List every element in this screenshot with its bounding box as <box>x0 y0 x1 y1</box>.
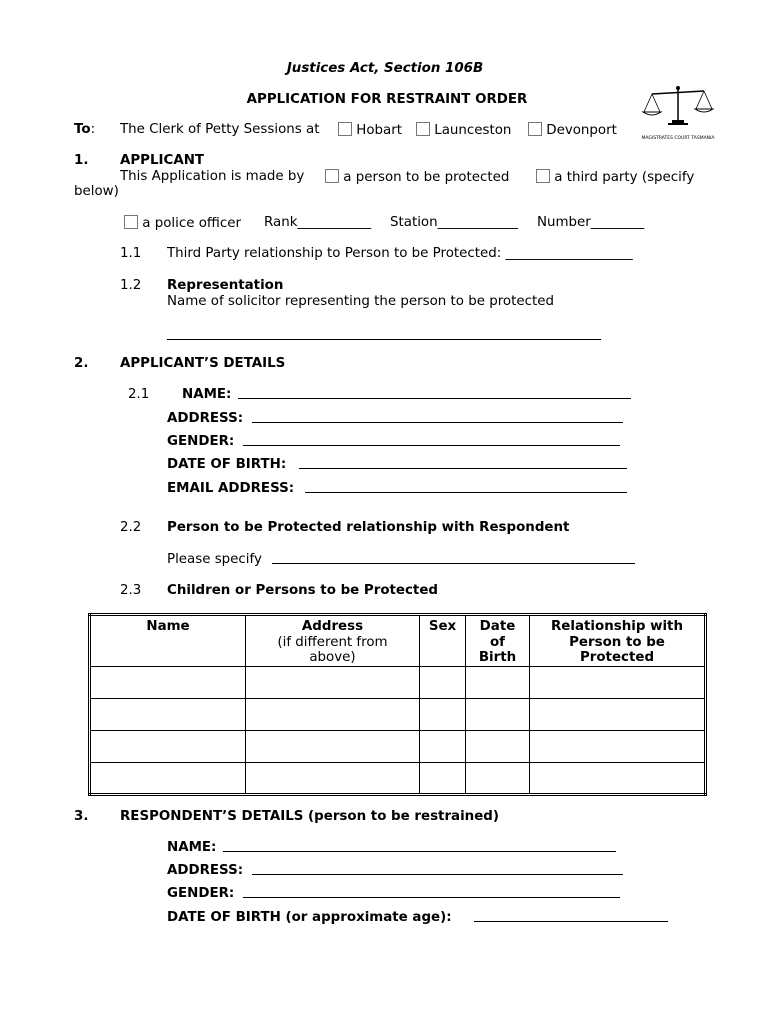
table-cell[interactable] <box>246 666 420 698</box>
police-number-field[interactable]: Number________ <box>537 215 645 230</box>
to-label: To <box>74 122 91 137</box>
devonport-checkbox[interactable] <box>528 122 542 136</box>
option-third-party[interactable] <box>536 169 694 185</box>
hobart-checkbox[interactable] <box>338 122 352 136</box>
option-person-protected[interactable] <box>325 169 509 185</box>
table-cell[interactable] <box>420 730 466 762</box>
section-1-1-number: 1.1 <box>120 246 142 261</box>
section-2-number: 2. <box>74 356 89 371</box>
table-cell[interactable] <box>246 762 420 794</box>
application-made-by: This Application is made by <box>120 169 305 184</box>
respondent-dob-label: DATE OF BIRTH (or approximate age): <box>167 910 452 925</box>
table-cell[interactable] <box>90 698 246 730</box>
form-title: APPLICATION FOR RESTRAINT ORDER <box>246 92 528 107</box>
table-header-row <box>90 615 706 667</box>
section-3-title: RESPONDENT’S DETAILS (person to be restrained) <box>120 809 499 824</box>
col-relationship-header: Relationship with Person to be Protected <box>530 615 706 667</box>
relationship-with-respondent-title: Person to be Protected relationship with Respondent <box>167 520 570 535</box>
applicant-address-label: ADDRESS: <box>167 411 244 426</box>
third-party-checkbox[interactable] <box>536 169 550 183</box>
launceston-label: Launceston <box>434 123 512 138</box>
table-cell[interactable] <box>420 698 466 730</box>
solicitor-name-line[interactable] <box>167 328 601 340</box>
table-cell[interactable] <box>90 666 246 698</box>
applicant-email-label: EMAIL ADDRESS: <box>167 481 295 496</box>
solicitor-prompt: Name of solicitor representing the person to be protected <box>167 294 554 309</box>
scales-of-justice-icon <box>640 84 716 132</box>
person-protected-label: a person to be protected <box>343 170 510 185</box>
respondent-name-label: NAME: <box>167 840 217 855</box>
to-row <box>74 122 95 137</box>
table-row <box>90 730 706 762</box>
police-station-field[interactable]: Station____________ <box>390 215 518 230</box>
hobart-label: Hobart <box>356 123 402 138</box>
table-cell[interactable] <box>530 698 706 730</box>
section-1-number: 1. <box>74 153 89 168</box>
third-party-below: below) <box>74 184 119 199</box>
police-officer-label: a police officer <box>142 216 241 231</box>
applicant-dob-label: DATE OF BIRTH: <box>167 457 287 472</box>
table-row <box>90 698 706 730</box>
devonport-label: Devonport <box>546 123 617 138</box>
table-cell[interactable] <box>466 666 530 698</box>
section-3-number: 3. <box>74 809 89 824</box>
respondent-address-line[interactable] <box>252 863 623 875</box>
table-cell[interactable] <box>530 730 706 762</box>
respondent-name-line[interactable] <box>223 840 616 852</box>
col-address-title: Address <box>301 619 364 634</box>
to-colon: : <box>90 122 96 137</box>
launceston-checkbox[interactable] <box>416 122 430 136</box>
col-dob-header: Date of Birth <box>466 615 530 667</box>
option-devonport[interactable] <box>528 122 617 138</box>
col-address-header <box>246 615 420 667</box>
respondent-address-label: ADDRESS: <box>167 863 244 878</box>
table-cell[interactable] <box>466 730 530 762</box>
applicant-name-label: NAME: <box>182 387 232 402</box>
col-name-header: Name <box>90 615 246 667</box>
children-table <box>88 613 707 796</box>
respondent-dob-line[interactable] <box>474 910 668 922</box>
section-2-2-number: 2.2 <box>120 520 142 535</box>
table-cell[interactable] <box>466 698 530 730</box>
applicant-gender-label: GENDER: <box>167 434 235 449</box>
table-cell[interactable] <box>246 698 420 730</box>
table-cell[interactable] <box>466 762 530 794</box>
option-police-officer[interactable] <box>124 215 241 231</box>
police-rank-field[interactable]: Rank___________ <box>264 215 372 230</box>
section-2-1-number: 2.1 <box>128 387 150 402</box>
table-cell[interactable] <box>530 762 706 794</box>
table-cell[interactable] <box>420 762 466 794</box>
table-cell[interactable] <box>90 762 246 794</box>
section-1-2-number: 1.2 <box>120 278 142 293</box>
table-row <box>90 666 706 698</box>
logo-caption: MAGISTRATES COURT TASMANIA <box>641 136 715 141</box>
section-1-title: APPLICANT <box>120 153 205 168</box>
children-protected-title: Children or Persons to be Protected <box>167 583 439 598</box>
respondent-gender-label: GENDER: <box>167 886 235 901</box>
section-2-3-number: 2.3 <box>120 583 142 598</box>
please-specify-label: Please specify <box>167 552 262 567</box>
representation-title: Representation <box>167 278 284 293</box>
table-cell[interactable] <box>420 666 466 698</box>
third-party-label: a third party (specify <box>554 170 695 185</box>
third-party-relationship-field[interactable]: Third Party relationship to Person to be Protected: ___________________ <box>167 246 633 261</box>
table-cell[interactable] <box>90 730 246 762</box>
col-sex-header: Sex <box>420 615 466 667</box>
applicant-address-line[interactable] <box>252 411 623 423</box>
table-row <box>90 762 706 794</box>
court-logo <box>640 84 716 148</box>
please-specify-line[interactable] <box>272 552 635 564</box>
person-protected-checkbox[interactable] <box>325 169 339 183</box>
police-officer-checkbox[interactable] <box>124 215 138 229</box>
table-cell[interactable] <box>530 666 706 698</box>
respondent-gender-line[interactable] <box>243 886 620 898</box>
applicant-email-line[interactable] <box>305 481 627 493</box>
col-address-subtitle: (if different from above) <box>277 634 388 665</box>
option-launceston[interactable] <box>416 122 511 138</box>
act-reference: Justices Act, Section 106B <box>286 61 484 76</box>
applicant-name-line[interactable] <box>238 387 631 399</box>
to-text: The Clerk of Petty Sessions at <box>120 122 320 137</box>
table-cell[interactable] <box>246 730 420 762</box>
applicant-gender-line[interactable] <box>243 434 620 446</box>
section-2-title: APPLICANT’S DETAILS <box>120 356 286 371</box>
option-hobart[interactable] <box>338 122 402 138</box>
applicant-dob-line[interactable] <box>299 457 627 469</box>
